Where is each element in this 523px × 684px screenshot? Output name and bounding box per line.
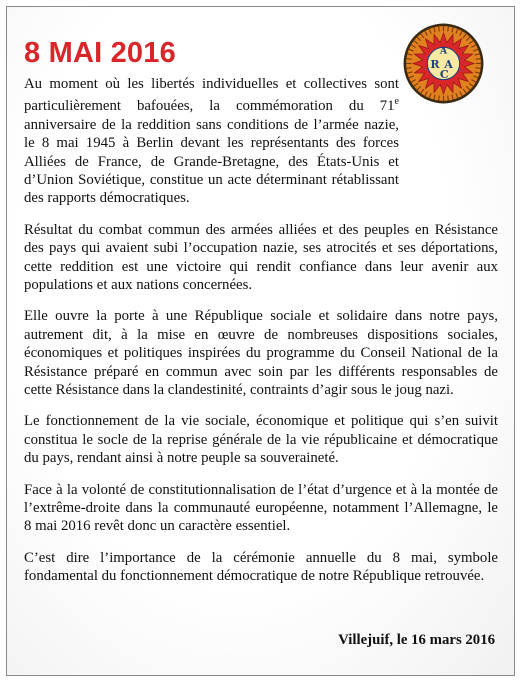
paragraph-4: Le fonctionnement de la vie sociale, économique et politique qui s’en suivit constitua le socle de la reprise générale de la vie républicaine et démocratique du pays, rendant ainsi à notre peuple sa souveraineté. — [24, 413, 498, 467]
logo-letter-a2: A — [444, 57, 453, 71]
document-page — [6, 6, 515, 676]
page-title: 8 MAI 2016 — [24, 37, 176, 69]
logo-letter-c: C — [439, 67, 449, 81]
logo-letter-r: R — [430, 57, 440, 71]
signature-line: Villejuif, le 16 mars 2016 — [338, 632, 495, 648]
paragraph-2: Résultat du combat commun des armées alliées et des peuples en Résistance des pays qui avaient subi l’occupation nazie, ses atrocités et ses déportations, cette reddition est une victoire qui rendit confiance dans leur avenir aux populations et aux nations concernées. — [24, 221, 498, 293]
paragraph-1 — [24, 75, 399, 208]
article-body — [24, 75, 498, 599]
paragraph-1-text: Au moment où les libertés individuelles et collectives sont particulièrement bafouées, la commémoration du 71e anniversaire de la reddition sans conditions de l’armée nazie, le 8 mai 1945 à Berlin devant les représentants des forces Alliées de France, de Grande-Bretagne, des États-Unis et d’Union Soviétique, constitue un acte déterminant rétablissant des rapports démocratiques. — [24, 76, 399, 207]
paragraph-5: Face à la volonté de constitutionnalisation de l’état d’urgence et à la montée de l’extrême-droite dans la communauté européenne, notamment l’Allemagne, le 8 mai 2016 revêt donc un caractère essentiel. — [24, 481, 498, 535]
paragraph-3: Elle ouvre la porte à une République sociale et solidaire dans notre pays, autrement dit, à la mise en œuvre de nombreuses dispositions sociales, économiques et politiques inspirées du programme du Conseil National de la Résistance préparé en commun avec soin par les différents responsables de cette Résistance dans la clandestinité, contraints d’agir sous le joug nazi. — [24, 308, 498, 399]
logo-letter-a1: A — [439, 45, 448, 57]
paragraph-6: C’est dire l’importance de la cérémonie annuelle du 8 mai, symbole fondamental du fonctionnement démocratique de notre République retrouvée. — [24, 549, 498, 585]
